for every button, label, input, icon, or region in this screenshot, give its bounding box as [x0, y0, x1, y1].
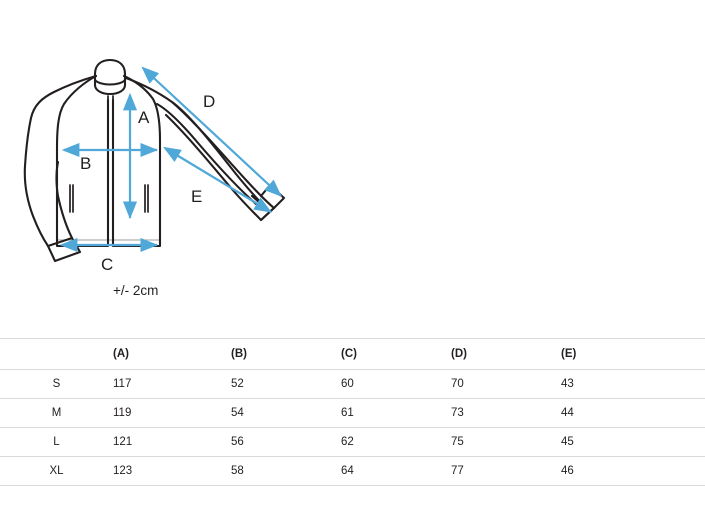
- cell-c: 61: [341, 399, 451, 428]
- header-b: (B): [231, 339, 341, 370]
- cell-a: 117: [113, 370, 231, 399]
- cell-size: L: [0, 428, 113, 457]
- dimension-label-d: D: [203, 92, 216, 111]
- header-e: (E): [561, 339, 705, 370]
- table-row: [0, 428, 705, 457]
- spacer-cell: [451, 331, 561, 339]
- spacer-cell: [0, 331, 113, 339]
- cell-c: 64: [341, 457, 451, 486]
- cell-c: 60: [341, 370, 451, 399]
- table-header-row: [0, 339, 705, 370]
- cell-d: 73: [451, 399, 561, 428]
- size-table: [0, 331, 705, 486]
- tolerance-note: +/- 2cm: [113, 283, 159, 298]
- dimension-label-c: C: [101, 255, 114, 274]
- dimension-label-a: A: [138, 108, 150, 127]
- cell-size: M: [0, 399, 113, 428]
- cell-size: S: [0, 370, 113, 399]
- header-size: [0, 339, 113, 370]
- cell-b: 58: [231, 457, 341, 486]
- header-a: (A): [113, 339, 231, 370]
- dimension-label-b: B: [80, 154, 92, 173]
- table-row: [0, 399, 705, 428]
- cell-e: 43: [561, 370, 705, 399]
- header-d: (D): [451, 339, 561, 370]
- cell-e: 44: [561, 399, 705, 428]
- cell-c: 62: [341, 428, 451, 457]
- cell-e: 46: [561, 457, 705, 486]
- cell-d: 70: [451, 370, 561, 399]
- cell-b: 56: [231, 428, 341, 457]
- dimension-label-e: E: [191, 187, 203, 206]
- cell-b: 52: [231, 370, 341, 399]
- cell-a: 121: [113, 428, 231, 457]
- spacer-cell: [113, 331, 231, 339]
- cell-d: 77: [451, 457, 561, 486]
- cell-size: XL: [0, 457, 113, 486]
- cell-b: 54: [231, 399, 341, 428]
- spacer-cell: [231, 331, 341, 339]
- spacer-cell: [341, 331, 451, 339]
- cell-a: 119: [113, 399, 231, 428]
- table-row: [0, 370, 705, 399]
- table-spacer-row: [0, 331, 705, 339]
- cell-e: 45: [561, 428, 705, 457]
- cell-d: 75: [451, 428, 561, 457]
- jacket-outline: [25, 60, 284, 261]
- spacer-cell: [561, 331, 705, 339]
- arrow-e: [165, 148, 271, 212]
- cell-a: 123: [113, 457, 231, 486]
- table-row: [0, 457, 705, 486]
- header-c: (C): [341, 339, 451, 370]
